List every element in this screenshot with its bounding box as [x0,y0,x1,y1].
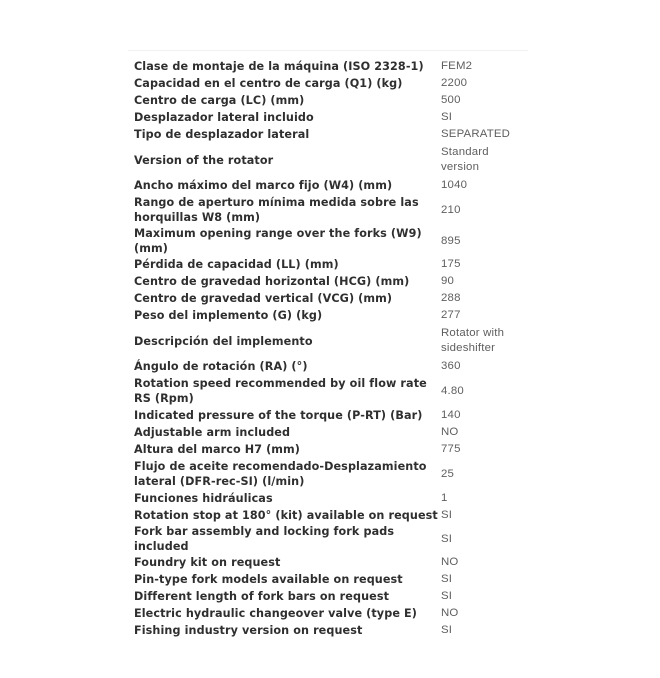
spec-label: Fishing industry version on request [134,624,363,637]
spec-label: Rotation stop at 180° (kit) available on request [134,509,438,522]
table-row [130,458,530,490]
table-row [130,490,530,507]
spec-label: Centro de carga (LC) (mm) [134,94,305,107]
table-row [130,226,530,256]
spec-label: Maximum opening range over the forks (W9) (mm) [134,227,422,255]
table-row [130,307,530,324]
spec-value: 288 [441,292,461,304]
spec-value: Standard version [441,146,489,173]
spec-value: 277 [441,309,461,321]
spec-label: Peso del implemento (G) (kg) [134,309,323,322]
spec-label: Version of the rotator [134,153,274,167]
spec-value: 25 [441,467,455,480]
spec-value: 140 [441,409,461,421]
spec-label: Flujo de aceite recomendado-Desplazamiento lateral (DFR-rec-SI) (l/min) [134,460,427,488]
spec-label: Pérdida de capacidad (LL) (mm) [134,258,339,271]
spec-value: 4.80 [441,384,464,397]
spec-label: Rotation speed recommended by oil flow rate RS (Rpm) [134,377,427,405]
spec-label: Funciones hidráulicas [134,492,273,505]
table-row [130,358,530,375]
spec-label: Foundry kit on request [134,556,281,569]
divider [128,50,528,51]
spec-label: Descripción del implemento [134,334,313,348]
table-row [130,407,530,424]
table-row [130,524,530,554]
spec-label: Electric hydraulic changeover valve (type E) [134,607,417,620]
table-row [130,126,530,143]
table-row [130,324,530,358]
table-row [130,58,530,75]
spec-value: Rotator with sideshifter [441,327,505,354]
table-row [130,194,530,226]
spec-label: Ancho máximo del marco fijo (W4) (mm) [134,179,393,192]
table-row [130,375,530,407]
spec-value: SI [441,573,453,585]
table-row [130,424,530,441]
spec-value: 1040 [441,179,468,191]
table-row [130,290,530,307]
table-row [130,605,530,622]
table-row [130,177,530,194]
spec-value: NO [441,426,459,438]
spec-value: 175 [441,258,461,270]
spec-value: 500 [441,94,461,106]
spec-value: SI [441,624,453,636]
spec-label: Different length of fork bars on request [134,590,390,603]
spec-label: Rango de aperturo mínima medida sobre las horquillas W8 (mm) [134,196,419,224]
spec-value: NO [441,607,459,619]
table-row [130,622,530,639]
spec-value: 895 [441,234,461,247]
specifications-table [130,58,530,639]
spec-value: 360 [441,360,461,372]
spec-value: 2200 [441,77,468,89]
spec-value: 90 [441,275,455,287]
spec-value: 775 [441,443,461,455]
spec-label: Centro de gravedad horizontal (HCG) (mm) [134,275,410,288]
spec-label: Pin-type fork models available on request [134,573,403,586]
spec-label: Indicated pressure of the torque (P-RT) (Bar) [134,409,423,422]
spec-value: SI [441,532,453,545]
spec-value: SI [441,590,453,602]
table-row [130,588,530,605]
table-row [130,256,530,273]
spec-value: SEPARATED [441,128,511,140]
table-row [130,554,530,571]
table-row [130,571,530,588]
table-row [130,507,530,524]
spec-value: 1 [441,492,448,504]
spec-label: Tipo de desplazador lateral [134,128,310,141]
spec-label: Clase de montaje de la máquina (ISO 2328-1) [134,60,424,73]
table-row [130,273,530,290]
spec-value: 210 [441,203,461,216]
table-row [130,441,530,458]
table-row [130,92,530,109]
spec-value: NO [441,556,459,568]
spec-label: Desplazador lateral incluido [134,111,314,124]
spec-value: SI [441,111,453,123]
spec-label: Ángulo de rotación (RA) (°) [134,360,308,373]
spec-label: Adjustable arm included [134,426,291,439]
spec-value: FEM2 [441,60,473,72]
table-row [130,143,530,177]
spec-label: Capacidad en el centro de carga (Q1) (kg) [134,77,403,90]
table-row [130,75,530,92]
spec-label: Fork bar assembly and locking fork pads included [134,525,395,553]
spec-label: Altura del marco H7 (mm) [134,443,301,456]
spec-label: Centro de gravedad vertical (VCG) (mm) [134,292,393,305]
spec-value: SI [441,509,453,521]
table-row [130,109,530,126]
